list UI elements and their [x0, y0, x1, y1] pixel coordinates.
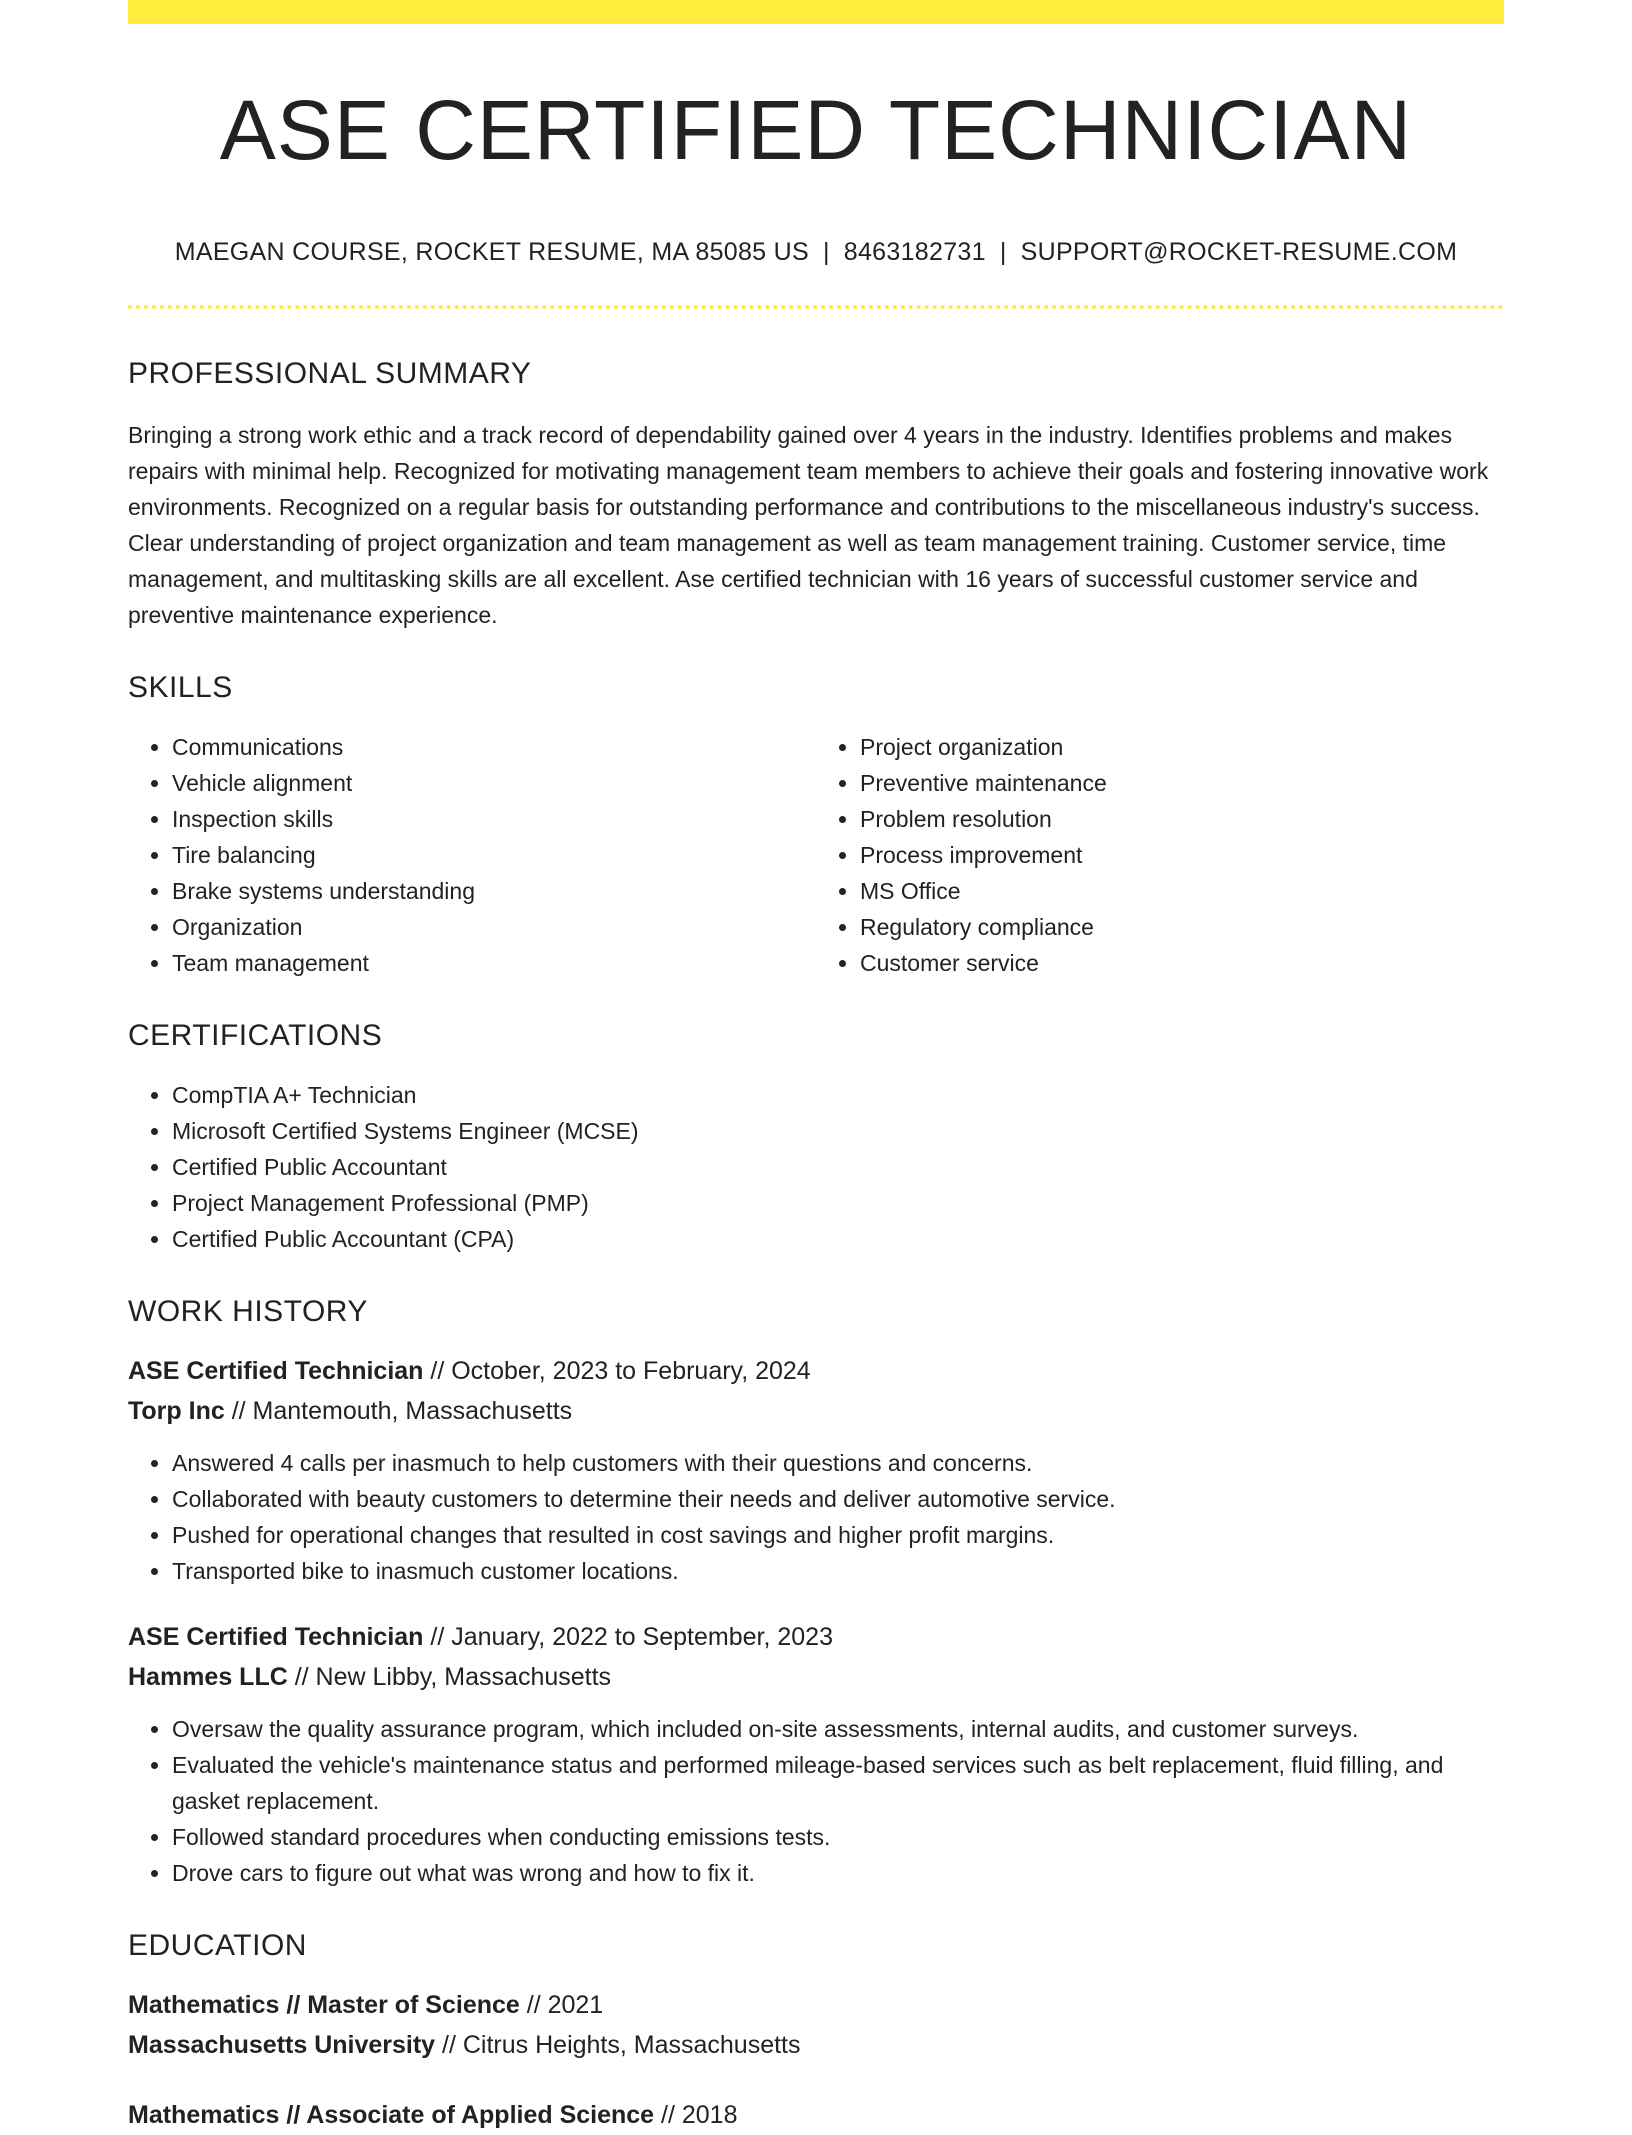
skill-item: • Process improvement	[860, 837, 1504, 873]
skills-heading: SKILLS	[128, 671, 233, 704]
work-history-heading: WORK HISTORY	[128, 1295, 368, 1328]
skill-item: • Tire balancing	[172, 837, 816, 873]
certification-item: • Certified Public Accountant (CPA)	[172, 1221, 1504, 1257]
job-company-line	[128, 1657, 1504, 1697]
certification-item: • CompTIA A+ Technician	[172, 1077, 1504, 1113]
job-bullet: • Followed standard procedures when conducting emissions tests.	[172, 1819, 1504, 1855]
job-title-line	[128, 1351, 1504, 1391]
header-divider	[128, 305, 1504, 309]
education-year: // 2018	[654, 2101, 738, 2129]
contact-email: SUPPORT@ROCKET-RESUME.COM	[1020, 238, 1458, 266]
contact-separator: |	[822, 238, 830, 266]
certification-item: • Certified Public Accountant	[172, 1149, 1504, 1185]
skill-item: • Preventive maintenance	[860, 765, 1504, 801]
education-degree-line	[128, 2095, 1504, 2135]
skill-item: • Problem resolution	[860, 801, 1504, 837]
education-degree: Mathematics // Master of Science	[128, 1991, 520, 2019]
skill-item: • Vehicle alignment	[172, 765, 816, 801]
contact-phone: 8463182731	[843, 238, 986, 266]
summary-heading: PROFESSIONAL SUMMARY	[128, 357, 532, 390]
education-year: // 2021	[519, 1991, 604, 2019]
job-role: ASE Certified Technician	[128, 1357, 424, 1385]
skill-item: • Brake systems understanding	[172, 873, 816, 909]
job-company: Torp Inc	[128, 1397, 225, 1425]
skill-item: • Organization	[172, 909, 816, 945]
job-bullets	[128, 1445, 1504, 1589]
skills-columns	[128, 729, 1504, 981]
contact-line	[128, 238, 1504, 267]
education-location: // Citrus Heights, Massachusetts	[435, 2031, 801, 2059]
skill-item: • MS Office	[860, 873, 1504, 909]
certifications-list	[128, 1077, 1504, 1257]
contact-address: MAEGAN COURSE, ROCKET RESUME, MA 85085 US	[174, 238, 809, 266]
job-bullet: • Collaborated with beauty customers to determine their needs and deliver automotive service.	[172, 1481, 1504, 1517]
skill-item: • Team management	[172, 945, 816, 981]
skill-item: • Inspection skills	[172, 801, 816, 837]
skill-item: • Regulatory compliance	[860, 909, 1504, 945]
job-bullet: • Drove cars to figure out what was wrong and how to fix it.	[172, 1855, 1504, 1891]
job-bullet: • Pushed for operational changes that resulted in cost savings and higher profit margins.	[172, 1517, 1504, 1553]
certification-item: • Project Management Professional (PMP)	[172, 1185, 1504, 1221]
job-location: // New Libby, Massachusetts	[287, 1663, 612, 1691]
job-dates: // January, 2022 to September, 2023	[423, 1623, 833, 1651]
education-heading: EDUCATION	[128, 1929, 307, 1962]
job-company: Hammes LLC	[128, 1663, 288, 1691]
skill-item: • Project organization	[860, 729, 1504, 765]
job-bullet: • Transported bike to inasmuch customer locations.	[172, 1553, 1504, 1589]
skills-list-right	[816, 729, 1504, 981]
job-bullet: • Oversaw the quality assurance program, which included on-site assessments, internal audits, and customer surveys.	[172, 1711, 1504, 1747]
job-location: // Mantemouth, Massachusetts	[224, 1397, 573, 1425]
job-bullet: • Evaluated the vehicle's maintenance status and performed mileage-based services such as belt replacement, fluid filling, and gasket replacement.	[172, 1747, 1504, 1819]
resume-title: ASE CERTIFIED TECHNICIAN	[219, 83, 1413, 177]
job-role: ASE Certified Technician	[128, 1623, 424, 1651]
job-bullets	[128, 1711, 1504, 1891]
job-title-line	[128, 1617, 1504, 1657]
skill-item: • Customer service	[860, 945, 1504, 981]
contact-separator: |	[999, 238, 1007, 266]
job-dates: // October, 2023 to February, 2024	[423, 1357, 811, 1385]
summary-text: Bringing a strong work ethic and a track record of dependability gained over 4 years in the industry. Identifies problems and makes repairs with minimal help. Recognized for motivating management team members to achieve their goals and fostering innovative work environments. Recognized on a regular basis for outstanding performance and contributions to the miscellaneous industry's success. Clear understanding of project organization and team management as well as team management training. Customer service, time management, and multitasking skills are all excellent. Ase certified technician with 16 years of successful customer service and preventive maintenance experience.	[128, 422, 1489, 628]
job-company-line	[128, 1391, 1504, 1431]
job-bullet: • Answered 4 calls per inasmuch to help customers with their questions and concerns.	[172, 1445, 1504, 1481]
skill-item: • Communications	[172, 729, 816, 765]
skills-list-left	[128, 729, 816, 981]
accent-top-bar	[128, 0, 1504, 24]
certification-item: • Microsoft Certified Systems Engineer (MCSE)	[172, 1113, 1504, 1149]
education-degree-line	[128, 1985, 1504, 2025]
education-school: Massachusetts University	[128, 2031, 436, 2059]
certifications-heading: CERTIFICATIONS	[128, 1019, 383, 1052]
education-school-line	[128, 2025, 1504, 2065]
education-degree: Mathematics // Associate of Applied Science	[128, 2101, 655, 2129]
